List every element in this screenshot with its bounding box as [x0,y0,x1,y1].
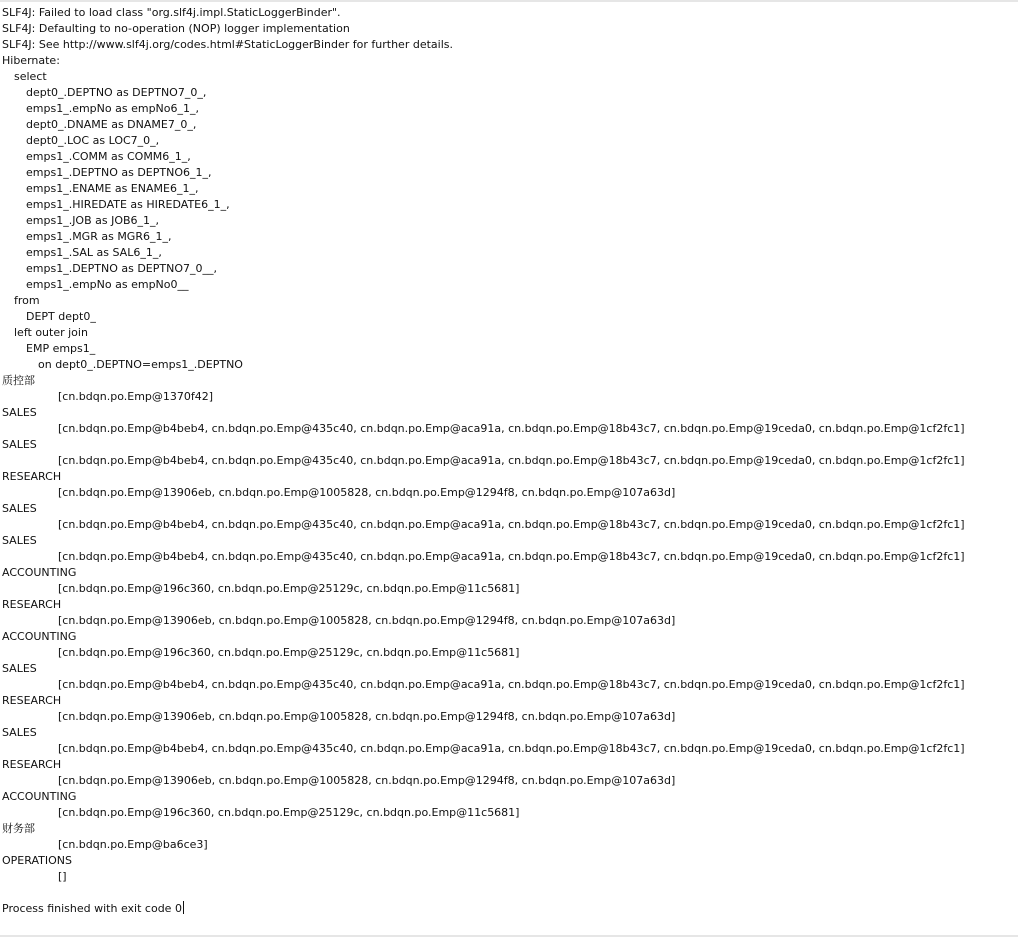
sql-column: emps1_.HIREDATE as HIREDATE6_1_, [26,198,230,211]
result-dept-name: SALES [2,438,37,451]
blank-line [2,885,1014,901]
sql-column: emps1_.COMM as COMM6_1_, [26,150,191,163]
slf4j-line: SLF4J: Failed to load class "org.slf4j.impl.StaticLoggerBinder". [2,6,341,19]
exit-message-line [2,901,1014,917]
result-emp-list: [cn.bdqn.po.Emp@b4beb4, cn.bdqn.po.Emp@435c40, cn.bdqn.po.Emp@aca91a, cn.bdqn.po.Emp@18b43c7, cn.bdqn.po.Emp@19ceda0, cn.bdqn.po.Emp@1cf2fc1] [58,742,965,755]
sql-join-table: EMP emps1_ [26,342,96,355]
result-dept-name: OPERATIONS [2,854,72,867]
result-emp-list: [cn.bdqn.po.Emp@b4beb4, cn.bdqn.po.Emp@435c40, cn.bdqn.po.Emp@aca91a, cn.bdqn.po.Emp@18b43c7, cn.bdqn.po.Emp@19ceda0, cn.bdqn.po.Emp@1cf2fc1] [58,550,965,563]
result-dept-name: SALES [2,502,37,515]
result-emp-list: [cn.bdqn.po.Emp@1370f42] [58,390,214,403]
sql-join-keyword: left outer join [14,326,88,339]
hibernate-label: Hibernate: [2,54,60,67]
result-dept-name: RESEARCH [2,758,62,771]
result-emp-list: [cn.bdqn.po.Emp@13906eb, cn.bdqn.po.Emp@1005828, cn.bdqn.po.Emp@1294f8, cn.bdqn.po.Emp@107a63d] [58,710,676,723]
result-emp-list: [cn.bdqn.po.Emp@13906eb, cn.bdqn.po.Emp@1005828, cn.bdqn.po.Emp@1294f8, cn.bdqn.po.Emp@107a63d] [58,614,676,627]
sql-column: emps1_.DEPTNO as DEPTNO6_1_, [26,166,212,179]
result-emp-list: [cn.bdqn.po.Emp@b4beb4, cn.bdqn.po.Emp@435c40, cn.bdqn.po.Emp@aca91a, cn.bdqn.po.Emp@18b43c7, cn.bdqn.po.Emp@19ceda0, cn.bdqn.po.Emp@1cf2fc1] [58,518,965,531]
result-emp-list: [cn.bdqn.po.Emp@196c360, cn.bdqn.po.Emp@25129c, cn.bdqn.po.Emp@11c5681] [58,646,520,659]
result-dept-name: ACCOUNTING [2,566,77,579]
result-dept-name: 质控部 [2,374,35,387]
result-emp-list: [cn.bdqn.po.Emp@13906eb, cn.bdqn.po.Emp@1005828, cn.bdqn.po.Emp@1294f8, cn.bdqn.po.Emp@107a63d] [58,774,676,787]
result-dept-name: SALES [2,726,37,739]
result-dept-name: RESEARCH [2,598,62,611]
result-dept-name: SALES [2,662,37,675]
result-dept-name: ACCOUNTING [2,790,77,803]
sql-column: emps1_.empNo as empNo6_1_, [26,102,199,115]
result-dept-name: RESEARCH [2,694,62,707]
sql-from-keyword: from [14,294,40,307]
sql-column: emps1_.SAL as SAL6_1_, [26,246,162,259]
sql-on-clause: on dept0_.DEPTNO=emps1_.DEPTNO [38,358,243,371]
result-emp-list: [cn.bdqn.po.Emp@b4beb4, cn.bdqn.po.Emp@435c40, cn.bdqn.po.Emp@aca91a, cn.bdqn.po.Emp@18b43c7, cn.bdqn.po.Emp@19ceda0, cn.bdqn.po.Emp@1cf2fc1] [58,422,965,435]
result-emp-list: [cn.bdqn.po.Emp@b4beb4, cn.bdqn.po.Emp@435c40, cn.bdqn.po.Emp@aca91a, cn.bdqn.po.Emp@18b43c7, cn.bdqn.po.Emp@19ceda0, cn.bdqn.po.Emp@1cf2fc1] [58,454,965,467]
result-emp-list: [cn.bdqn.po.Emp@13906eb, cn.bdqn.po.Emp@1005828, cn.bdqn.po.Emp@1294f8, cn.bdqn.po.Emp@107a63d] [58,486,676,499]
sql-select-keyword: select [14,70,47,83]
console-text-area[interactable] [2,5,1014,917]
sql-column: dept0_.LOC as LOC7_0_, [26,134,160,147]
sql-column: emps1_.JOB as JOB6_1_, [26,214,160,227]
result-dept-name: RESEARCH [2,470,62,483]
sql-column: emps1_.empNo as empNo0__ [26,278,189,291]
slf4j-line: SLF4J: Defaulting to no-operation (NOP) logger implementation [2,22,350,35]
exit-message: Process finished with exit code 0 [2,902,182,915]
result-emp-list: [cn.bdqn.po.Emp@b4beb4, cn.bdqn.po.Emp@435c40, cn.bdqn.po.Emp@aca91a, cn.bdqn.po.Emp@18b43c7, cn.bdqn.po.Emp@19ceda0, cn.bdqn.po.Emp@1cf2fc1] [58,678,965,691]
result-emp-list: [cn.bdqn.po.Emp@ba6ce3] [58,838,208,851]
result-dept-name: 财务部 [2,822,35,835]
sql-column: emps1_.ENAME as ENAME6_1_, [26,182,199,195]
result-dept-name: ACCOUNTING [2,630,77,643]
result-emp-list: [cn.bdqn.po.Emp@196c360, cn.bdqn.po.Emp@25129c, cn.bdqn.po.Emp@11c5681] [58,806,520,819]
sql-column: dept0_.DNAME as DNAME7_0_, [26,118,197,131]
result-dept-name: SALES [2,406,37,419]
result-emp-list: [cn.bdqn.po.Emp@196c360, cn.bdqn.po.Emp@25129c, cn.bdqn.po.Emp@11c5681] [58,582,520,595]
sql-column: emps1_.DEPTNO as DEPTNO7_0__, [26,262,217,275]
text-cursor [183,901,184,914]
slf4j-line: SLF4J: See http://www.slf4j.org/codes.html#StaticLoggerBinder for further details. [2,38,453,51]
sql-from-table: DEPT dept0_ [26,310,96,323]
sql-column: emps1_.MGR as MGR6_1_, [26,230,172,243]
sql-column: dept0_.DEPTNO as DEPTNO7_0_, [26,86,207,99]
result-emp-list: [] [58,870,67,883]
result-dept-name: SALES [2,534,37,547]
